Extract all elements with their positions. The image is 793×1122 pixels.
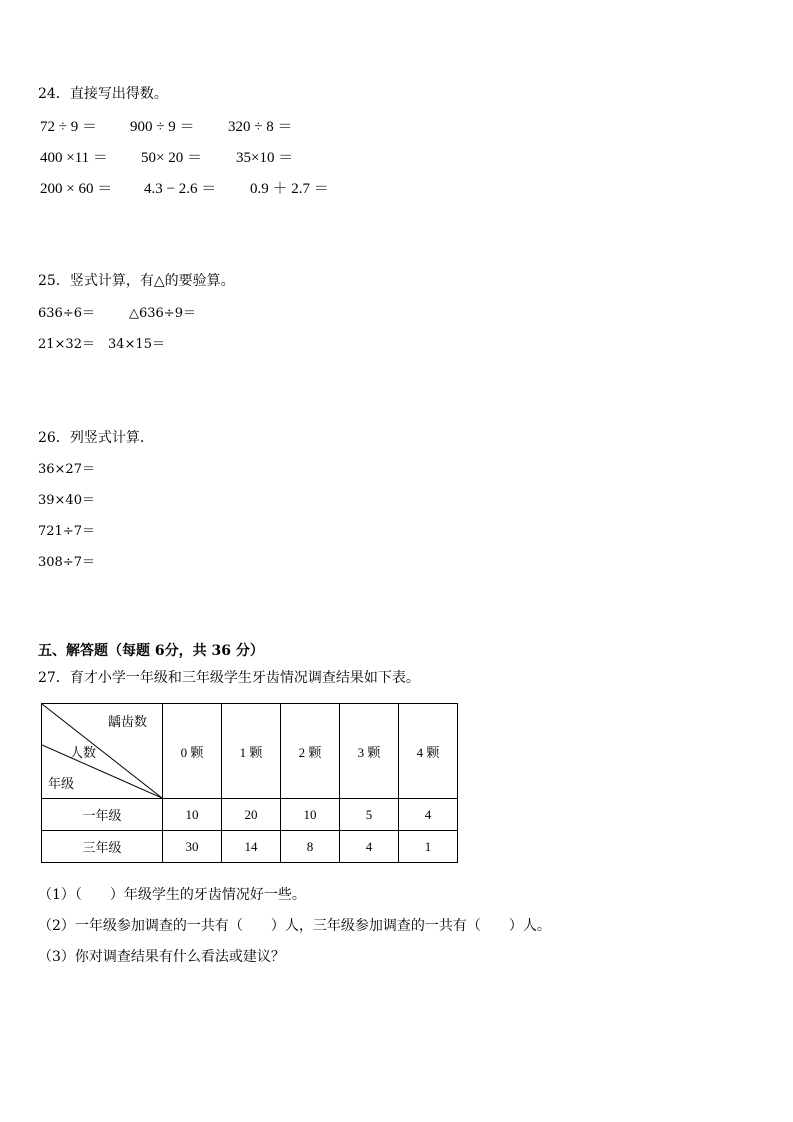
q24-expr-1-3: 320 ÷ 8 ＝ <box>228 119 293 135</box>
table-header-cell: 4 颗 <box>399 704 458 799</box>
q25-item-4: 34×15＝ <box>108 337 165 352</box>
table-cell: 14 <box>222 831 281 863</box>
table-corner-cell <box>42 704 163 799</box>
q25-item-3: 21×32＝ <box>38 337 95 352</box>
q24-expr-1-2: 900 ÷ 9 ＝ <box>130 119 195 135</box>
corner-label-caries: 龋齿数 <box>108 714 148 729</box>
table-row-label: 一年级 <box>42 799 163 831</box>
table-row <box>42 799 458 831</box>
teeth-survey-table <box>41 703 458 863</box>
q24-expr-3-3: 0.9 ＋ 2.7 ＝ <box>250 181 329 197</box>
table-header-row <box>42 704 458 799</box>
table-cell: 5 <box>340 799 399 831</box>
q27-sub-1: （1）（ ）年级学生的牙齿情况好一些。 <box>38 887 306 903</box>
q26-title: 26．列竖式计算． <box>38 430 154 446</box>
table-row <box>42 831 458 863</box>
table-cell: 1 <box>399 831 458 863</box>
table-cell: 10 <box>163 799 222 831</box>
q27-title: 27．育才小学一年级和三年级学生牙齿情况调查结果如下表。 <box>38 670 420 686</box>
corner-label-grade: 年级 <box>48 776 75 791</box>
q27-sub-3: （3）你对调查结果有什么看法或建议？ <box>38 949 285 965</box>
table-cell: 20 <box>222 799 281 831</box>
table-cell: 8 <box>281 831 340 863</box>
q24-expr-1-1: 72 ÷ 9 ＝ <box>40 119 97 135</box>
corner-label-count: 人数 <box>70 745 97 760</box>
q25-title: 25．竖式计算，有△的要验算。 <box>38 273 235 289</box>
table-header-cell: 3 颗 <box>340 704 399 799</box>
table-cell: 4 <box>340 831 399 863</box>
q25-item-2: △636÷9＝ <box>129 306 196 321</box>
table-cell: 30 <box>163 831 222 863</box>
table-header-cell: 0 颗 <box>163 704 222 799</box>
table-header-cell: 1 颗 <box>222 704 281 799</box>
q26-item-1: 36×27＝ <box>38 462 95 477</box>
q24-expr-2-2: 50× 20 ＝ <box>141 150 202 166</box>
q24-expr-3-2: 4.3 − 2.6 ＝ <box>144 181 217 197</box>
table-row-label: 三年级 <box>42 831 163 863</box>
q24-title: 24．直接写出得数。 <box>38 86 168 102</box>
table-header-cell: 2 颗 <box>281 704 340 799</box>
q24-expr-2-1: 400 ×11 ＝ <box>40 150 108 166</box>
table-cell: 4 <box>399 799 458 831</box>
q24-expr-3-1: 200 × 60 ＝ <box>40 181 113 197</box>
table-cell: 10 <box>281 799 340 831</box>
q26-item-4: 308÷7＝ <box>38 555 95 570</box>
q25-item-1: 636÷6＝ <box>38 306 95 321</box>
q27-sub-2: （2）一年级参加调查的一共有（ ）人，三年级参加调查的一共有（ ）人。 <box>38 918 551 934</box>
q26-item-3: 721÷7＝ <box>38 524 95 539</box>
q24-expr-2-3: 35×10 ＝ <box>236 150 294 166</box>
section-five-title: 五、解答题（每题 6分，共 36 分） <box>38 643 264 659</box>
q26-item-2: 39×40＝ <box>38 493 95 508</box>
